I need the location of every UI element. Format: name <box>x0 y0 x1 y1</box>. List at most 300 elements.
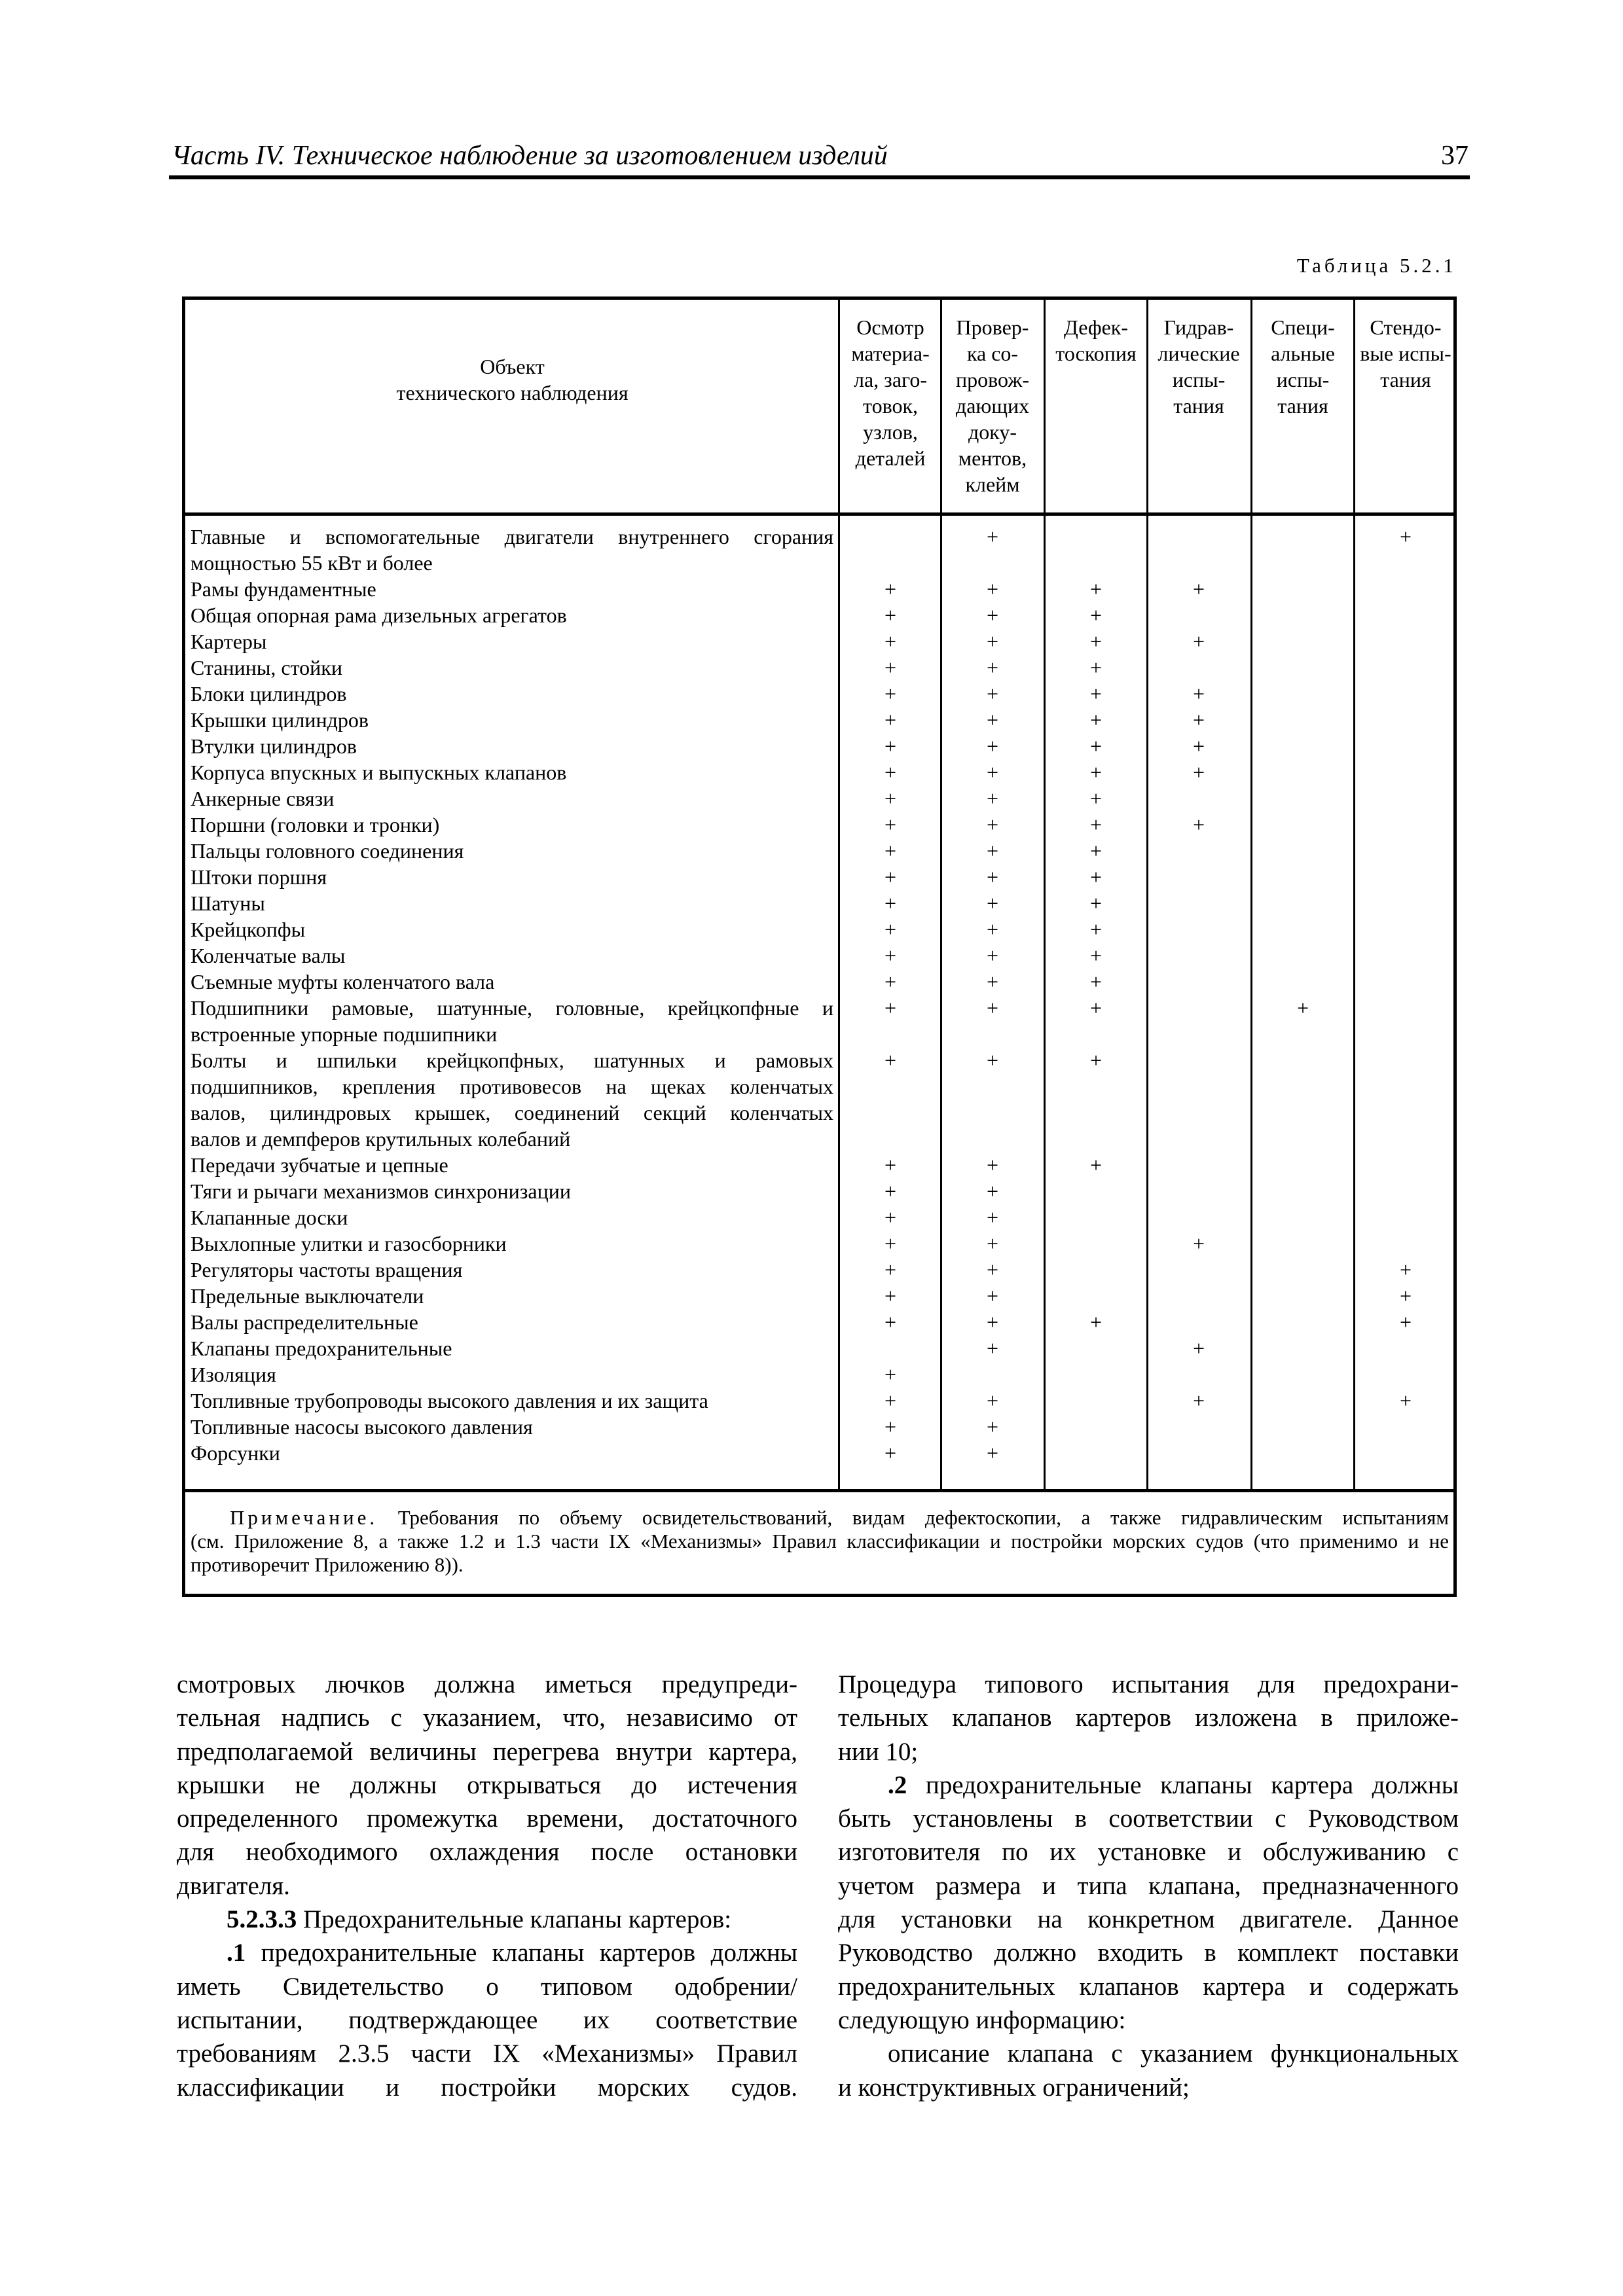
header-column-line: ла, заго- <box>854 368 927 391</box>
paragraph-line <box>838 1701 1459 1734</box>
row-object-name <box>191 1283 833 1309</box>
paragraph-line <box>177 1802 797 1835</box>
header-column-line: вые испы- <box>1360 342 1451 365</box>
table-row <box>185 1152 1455 1178</box>
row-object-line: Штоки поршня <box>191 865 327 889</box>
row-mark-column-3: + <box>1089 734 1103 758</box>
inspection-table <box>182 296 1457 1597</box>
header-column-2 <box>941 314 1044 497</box>
row-object-name <box>191 576 833 602</box>
row-mark-column-1: + <box>884 1179 897 1203</box>
row-mark-column-3: + <box>1089 682 1103 706</box>
row-object-line: валов, цилиндровых крышек, соединений секций коленчатых <box>191 1101 833 1124</box>
paragraph-line <box>838 1835 1459 1869</box>
header-column-1 <box>839 314 941 471</box>
header-column-4 <box>1148 314 1250 419</box>
row-mark-column-4: + <box>1192 813 1205 836</box>
row-object-line: Пальцы головного соединения <box>191 839 464 863</box>
header-column-5 <box>1252 314 1354 419</box>
row-object-name <box>191 1361 833 1388</box>
paragraph-line <box>177 1869 797 1903</box>
table-row <box>185 1204 1455 1230</box>
row-mark-column-6: + <box>1399 525 1412 548</box>
paragraph-line <box>177 1668 797 1701</box>
row-mark-column-2: + <box>986 891 999 915</box>
table-row <box>185 1335 1455 1361</box>
row-object-line: Форсунки <box>191 1441 280 1465</box>
row-mark-column-6: + <box>1399 1310 1412 1334</box>
row-mark-column-2: + <box>986 996 999 1020</box>
row-mark-column-2: + <box>986 1310 999 1334</box>
table-row <box>185 733 1455 759</box>
paragraph-text: для установки на конкретном двигателе. Данное <box>838 1905 1459 1934</box>
row-object-name <box>191 969 833 995</box>
row-mark-column-1: + <box>884 577 897 601</box>
paragraph-text: тельных клапанов картеров изложена в приложе- <box>838 1704 1459 1732</box>
row-object-line: Главные и вспомогательные двигатели внутреннего сгорания <box>191 525 833 548</box>
row-mark-column-2: + <box>986 577 999 601</box>
row-object-line: валов и демпферов крутильных колебаний <box>191 1127 571 1151</box>
row-object-name <box>191 628 833 655</box>
body-left-column <box>177 1668 797 2104</box>
row-mark-column-1: + <box>884 1389 897 1412</box>
paragraph-text: тельная надпись с указанием, что, независимо от <box>177 1704 797 1732</box>
row-mark-column-2: + <box>986 761 999 784</box>
row-mark-column-1: + <box>884 1363 897 1386</box>
paragraph-text: иметь Свидетельство о типовом одобрении/ <box>177 1972 797 2001</box>
table-row <box>185 812 1455 838</box>
row-mark-column-1: + <box>884 996 897 1020</box>
row-mark-column-2: + <box>986 734 999 758</box>
table-row <box>185 1283 1455 1309</box>
body-right-column <box>838 1668 1459 2104</box>
row-mark-column-3: + <box>1089 761 1103 784</box>
row-object-line: мощностью 55 кВт и более <box>191 551 433 575</box>
row-object-line: Изоляция <box>191 1363 276 1386</box>
row-mark-column-3: + <box>1089 839 1103 863</box>
row-object-name <box>191 1152 833 1178</box>
paragraph-text: следующую информацию: <box>838 2005 1126 2034</box>
row-object-line: Общая опорная рама дизельных агрегатов <box>191 603 567 627</box>
paragraph-line <box>177 1835 797 1869</box>
note-line <box>191 1553 1449 1577</box>
header-column-line: тания <box>1380 368 1431 391</box>
column-divider <box>940 300 942 1492</box>
row-object-name <box>191 1230 833 1257</box>
row-mark-column-3: + <box>1089 656 1103 679</box>
row-mark-column-2: + <box>986 630 999 653</box>
row-mark-column-2: + <box>986 1206 999 1229</box>
row-object-name <box>191 655 833 681</box>
paragraph-line <box>838 1936 1459 1969</box>
paragraph-text: предполагаемой величины перегрева внутри картера, <box>177 1737 797 1766</box>
paragraph-text: предохранительных клапанов картера и содержать <box>838 1972 1459 2001</box>
row-object-name <box>191 602 833 628</box>
header-column-3 <box>1045 314 1147 367</box>
header-column-line: деталей <box>855 446 926 470</box>
row-mark-column-2: + <box>986 525 999 548</box>
row-object-line: Подшипники рамовые, шатунные, головные, крейцкопфные и <box>191 996 833 1020</box>
running-header-title: Часть IV. Техническое наблюдение за изготовлением изделий <box>172 141 888 171</box>
header-column-line: тания <box>1277 394 1328 418</box>
row-mark-column-1: + <box>884 656 897 679</box>
note-text: (см. Приложение 8, а также 1.2 и 1.3 части IX «Механизмы» Правил классификации и постройки морских судов (что применимо и не <box>191 1530 1449 1552</box>
row-mark-column-5: + <box>1296 996 1309 1020</box>
row-mark-column-6: + <box>1399 1258 1412 1282</box>
paragraph-line <box>838 1970 1459 2003</box>
paragraph-line <box>177 1735 797 1768</box>
row-mark-column-2: + <box>986 787 999 810</box>
paragraph-text: двигателя. <box>177 1871 290 1900</box>
row-mark-column-2: + <box>986 603 999 627</box>
note-line <box>191 1530 1449 1553</box>
paragraph-line <box>838 2071 1459 2104</box>
row-mark-column-2: + <box>986 1179 999 1203</box>
row-object-line: Валы распределительные <box>191 1310 418 1334</box>
row-mark-column-2: + <box>986 656 999 679</box>
row-mark-column-2: + <box>986 1232 999 1255</box>
header-column-line: тоскопия <box>1055 342 1137 365</box>
row-mark-column-3: + <box>1089 1153 1103 1177</box>
header-column-line: испы- <box>1172 368 1226 391</box>
row-mark-column-2: + <box>986 918 999 941</box>
row-object-name <box>191 524 833 576</box>
row-mark-column-4: + <box>1192 708 1205 732</box>
table-row <box>185 969 1455 995</box>
page-number: 37 <box>1441 141 1468 171</box>
row-object-line: Выхлопные улитки и газосборники <box>191 1232 507 1255</box>
row-mark-column-4: + <box>1192 734 1205 758</box>
table-row <box>185 1178 1455 1204</box>
paragraph-line <box>838 1802 1459 1835</box>
row-mark-column-6: + <box>1399 1389 1412 1412</box>
row-mark-column-1: + <box>884 944 897 967</box>
row-mark-column-1: + <box>884 1284 897 1308</box>
header-column-line: материа- <box>851 342 930 365</box>
row-object-line: Станины, стойки <box>191 656 342 679</box>
table-row <box>185 838 1455 864</box>
paragraph-text: и конструктивных ограничений; <box>838 2073 1190 2102</box>
column-divider <box>1353 300 1355 1492</box>
table-row <box>185 785 1455 812</box>
paragraph-text: учетом размера и типа клапана, предназначенного <box>838 1871 1459 1900</box>
paragraph-line <box>177 2071 797 2104</box>
row-object-line: Картеры <box>191 630 267 653</box>
row-mark-column-1: + <box>884 865 897 889</box>
table-row <box>185 1388 1455 1414</box>
row-mark-column-1: + <box>884 761 897 784</box>
table-row <box>185 942 1455 969</box>
row-mark-column-2: + <box>986 1258 999 1282</box>
note-text: противоречит Приложению 8)). <box>191 1553 464 1576</box>
paragraph-text: Руководство должно входить в комплект поставки <box>838 1939 1459 1967</box>
header-column-line: ментов, <box>958 446 1027 470</box>
row-mark-column-3: + <box>1089 1049 1103 1072</box>
paragraph-text: испытании, подтверждающее их соответствие <box>177 2005 797 2034</box>
row-mark-column-1: + <box>884 787 897 810</box>
header-column-line: клейм <box>965 473 1020 496</box>
row-mark-column-4: + <box>1192 1232 1205 1255</box>
row-mark-column-3: + <box>1089 787 1103 810</box>
row-mark-column-1: + <box>884 813 897 836</box>
paragraph-text: определенного промежутка времени, достаточного <box>177 1804 797 1833</box>
paragraph-line <box>838 2003 1459 2037</box>
row-object-line: Шатуны <box>191 891 265 915</box>
paragraph-text: описание клапана с указанием функциональных <box>888 2039 1459 2068</box>
table-row <box>185 1257 1455 1283</box>
paragraph-text: изготовителя по их установке и обслуживанию с <box>838 1838 1459 1867</box>
row-object-name <box>191 995 833 1047</box>
row-object-name <box>191 1309 833 1335</box>
row-object-name <box>191 1257 833 1283</box>
table-row <box>185 890 1455 916</box>
row-mark-column-1: + <box>884 839 897 863</box>
header-column-line: Стендо- <box>1370 315 1442 339</box>
row-object-name <box>191 785 833 812</box>
row-object-line: Коленчатые валы <box>191 944 346 967</box>
row-object-name <box>191 759 833 785</box>
row-object-line: Рамы фундаментные <box>191 577 376 601</box>
table-row <box>185 524 1455 576</box>
row-object-line: Анкерные связи <box>191 787 335 810</box>
row-mark-column-2: + <box>986 944 999 967</box>
row-mark-column-3: + <box>1089 813 1103 836</box>
row-mark-column-4: + <box>1192 1336 1205 1360</box>
row-object-name <box>191 838 833 864</box>
column-divider <box>1044 300 1046 1492</box>
row-mark-column-2: + <box>986 1049 999 1072</box>
row-mark-column-3: + <box>1089 918 1103 941</box>
row-object-line: Втулки цилиндров <box>191 734 357 758</box>
row-mark-column-1: + <box>884 682 897 706</box>
row-mark-column-1: + <box>884 1258 897 1282</box>
row-object-name <box>191 1414 833 1440</box>
paragraph-line <box>838 1903 1459 1936</box>
row-mark-column-1: + <box>884 1415 897 1439</box>
row-mark-column-1: + <box>884 1153 897 1177</box>
row-object-line: Клапанные доски <box>191 1206 348 1229</box>
header-column-line: испы- <box>1276 368 1330 391</box>
row-mark-column-1: + <box>884 1232 897 1255</box>
header-object <box>185 353 839 406</box>
table-row <box>185 916 1455 942</box>
row-mark-column-3: + <box>1089 708 1103 732</box>
row-mark-column-3: + <box>1089 865 1103 889</box>
paragraph-text: нии 10; <box>838 1737 919 1766</box>
paragraph-number: .1 <box>227 1939 246 1967</box>
row-object-name <box>191 1388 833 1414</box>
paragraph-number: 5.2.3.3 <box>227 1905 297 1934</box>
row-mark-column-2: + <box>986 1336 999 1360</box>
header-column-line: Провер- <box>956 315 1029 339</box>
paragraph-text: крышки не должны открываться до истечения <box>177 1770 797 1799</box>
row-mark-column-3: + <box>1089 970 1103 994</box>
header-column-line: ка со- <box>966 342 1019 365</box>
row-object-name <box>191 1204 833 1230</box>
row-mark-column-1: + <box>884 970 897 994</box>
row-object-name <box>191 890 833 916</box>
paragraph-line <box>177 2003 797 2037</box>
header-column-line: Специ- <box>1271 315 1335 339</box>
table-row <box>185 1361 1455 1388</box>
row-object-line: встроенные упорные подшипники <box>191 1022 498 1046</box>
row-object-name <box>191 942 833 969</box>
table-row <box>185 1309 1455 1335</box>
row-object-line: Блоки цилиндров <box>191 682 347 706</box>
row-mark-column-1: + <box>884 603 897 627</box>
row-mark-column-1: + <box>884 1310 897 1334</box>
paragraph-line <box>838 1768 1459 1802</box>
row-mark-column-3: + <box>1089 996 1103 1020</box>
table-row <box>185 1047 1455 1152</box>
row-object-line: Корпуса впускных и выпускных клапанов <box>191 761 567 784</box>
row-mark-column-1: + <box>884 1206 897 1229</box>
row-mark-column-2: + <box>986 813 999 836</box>
row-mark-column-1: + <box>884 891 897 915</box>
row-object-name <box>191 1440 833 1466</box>
header-column-line: дающих <box>955 394 1030 418</box>
table-row <box>185 576 1455 602</box>
paragraph-text: быть установлены в соответствии с Руководством <box>838 1804 1459 1833</box>
row-object-line: Регуляторы частоты вращения <box>191 1258 463 1282</box>
table-row <box>185 864 1455 890</box>
row-object-line: Поршни (головки и тронки) <box>191 813 440 836</box>
row-object-name <box>191 1047 833 1152</box>
paragraph-line <box>177 1903 797 1936</box>
row-mark-column-1: + <box>884 734 897 758</box>
table-row <box>185 628 1455 655</box>
paragraph-line <box>177 1970 797 2003</box>
row-mark-column-6: + <box>1399 1284 1412 1308</box>
paragraph-text: классификации и постройки морских судов. <box>177 2073 797 2102</box>
row-mark-column-2: + <box>986 970 999 994</box>
paragraph-text: Предохранительные клапаны картеров: <box>297 1905 732 1934</box>
table-caption: Таблица 5.2.1 <box>1296 254 1457 277</box>
note-line <box>191 1506 1449 1530</box>
row-mark-column-1: + <box>884 918 897 941</box>
table-row <box>185 707 1455 733</box>
row-object-line: Передачи зубчатые и цепные <box>191 1153 448 1177</box>
row-mark-column-3: + <box>1089 630 1103 653</box>
paragraph-text: смотровых лючков должна иметься предупреди- <box>177 1670 797 1698</box>
paragraph-text: предохранительные клапаны картера должны <box>907 1770 1459 1799</box>
row-object-name <box>191 681 833 707</box>
column-divider <box>1250 300 1252 1492</box>
row-mark-column-1: + <box>884 630 897 653</box>
row-object-line: Топливные насосы высокого давления <box>191 1415 533 1439</box>
note-label: Примечание. <box>230 1506 378 1529</box>
table-row <box>185 1440 1455 1466</box>
row-mark-column-4: + <box>1192 761 1205 784</box>
row-mark-column-3: + <box>1089 603 1103 627</box>
table-row <box>185 602 1455 628</box>
note-text: Требования по объему освидетельствований, видам дефектоскопии, а также гидравлическим испытаниям <box>378 1506 1449 1529</box>
table-row <box>185 1230 1455 1257</box>
note-separator <box>185 1489 1453 1492</box>
header-object-line: Объект <box>480 355 545 378</box>
row-mark-column-3: + <box>1089 944 1103 967</box>
paragraph-line <box>177 2037 797 2070</box>
paragraph-line <box>177 1768 797 1802</box>
row-object-line: Предельные выключатели <box>191 1284 424 1308</box>
paragraph-line <box>177 1936 797 1969</box>
row-mark-column-4: + <box>1192 682 1205 706</box>
row-object-line: Топливные трубопроводы высокого давления и их защита <box>191 1389 708 1412</box>
row-mark-column-2: + <box>986 1415 999 1439</box>
row-object-name <box>191 1178 833 1204</box>
row-mark-column-4: + <box>1192 630 1205 653</box>
paragraph-text: Процедура типового испытания для предохрани- <box>838 1670 1459 1698</box>
table-row <box>185 655 1455 681</box>
row-object-line: Болты и шпильки крейцкопфных, шатунных и рамовых <box>191 1049 833 1072</box>
paragraph-line <box>838 2037 1459 2070</box>
header-column-line: узлов, <box>863 420 918 444</box>
row-object-name <box>191 812 833 838</box>
row-mark-column-2: + <box>986 1389 999 1412</box>
header-column-line: провож- <box>956 368 1029 391</box>
paragraph-line <box>838 1869 1459 1903</box>
row-mark-column-1: + <box>884 1049 897 1072</box>
row-mark-column-4: + <box>1192 1389 1205 1412</box>
header-separator <box>185 512 1453 516</box>
row-object-name <box>191 1335 833 1361</box>
table-row <box>185 759 1455 785</box>
row-object-line: Крейцкопфы <box>191 918 306 941</box>
row-mark-column-2: + <box>986 1284 999 1308</box>
row-mark-column-2: + <box>986 839 999 863</box>
paragraph-line <box>838 1668 1459 1701</box>
header-rule <box>169 175 1470 179</box>
header-column-line: Дефек- <box>1064 315 1128 339</box>
column-divider <box>1146 300 1148 1492</box>
paragraph-number: .2 <box>888 1770 907 1799</box>
row-mark-column-2: + <box>986 1153 999 1177</box>
header-column-line: альные <box>1271 342 1335 365</box>
row-mark-column-2: + <box>986 682 999 706</box>
header-column-line: Осмотр <box>856 315 924 339</box>
row-mark-column-2: + <box>986 708 999 732</box>
column-divider <box>838 300 840 1492</box>
row-object-line: Клапаны предохранительные <box>191 1336 452 1360</box>
table-row <box>185 681 1455 707</box>
row-object-line: Крышки цилиндров <box>191 708 369 732</box>
row-object-name <box>191 707 833 733</box>
row-object-line: Съемные муфты коленчатого вала <box>191 970 495 994</box>
row-mark-column-3: + <box>1089 1310 1103 1334</box>
paragraph-text: предохранительные клапаны картеров должны <box>246 1939 797 1967</box>
table-note <box>191 1506 1449 1577</box>
header-column-6 <box>1355 314 1457 393</box>
row-mark-column-2: + <box>986 865 999 889</box>
paragraph-line <box>838 1735 1459 1768</box>
header-column-line: Гидрав- <box>1163 315 1234 339</box>
header-column-line: товок, <box>863 394 918 418</box>
header-object-line: технического наблюдения <box>396 381 629 404</box>
row-object-line: подшипников, крепления противовесов на щеках коленчатых <box>191 1075 833 1098</box>
row-object-line: Тяги и рычаги механизмов синхронизации <box>191 1179 571 1203</box>
paragraph-text: для необходимого охлаждения после остановки <box>177 1838 797 1867</box>
row-object-name <box>191 733 833 759</box>
row-object-name <box>191 916 833 942</box>
row-mark-column-4: + <box>1192 577 1205 601</box>
table-row <box>185 995 1455 1047</box>
paragraph-text: требованиям 2.3.5 части IX «Механизмы» Правил <box>177 2039 797 2068</box>
table-row <box>185 1414 1455 1440</box>
row-mark-column-1: + <box>884 708 897 732</box>
header-column-line: лические <box>1158 342 1240 365</box>
row-mark-column-2: + <box>986 1441 999 1465</box>
row-mark-column-3: + <box>1089 891 1103 915</box>
